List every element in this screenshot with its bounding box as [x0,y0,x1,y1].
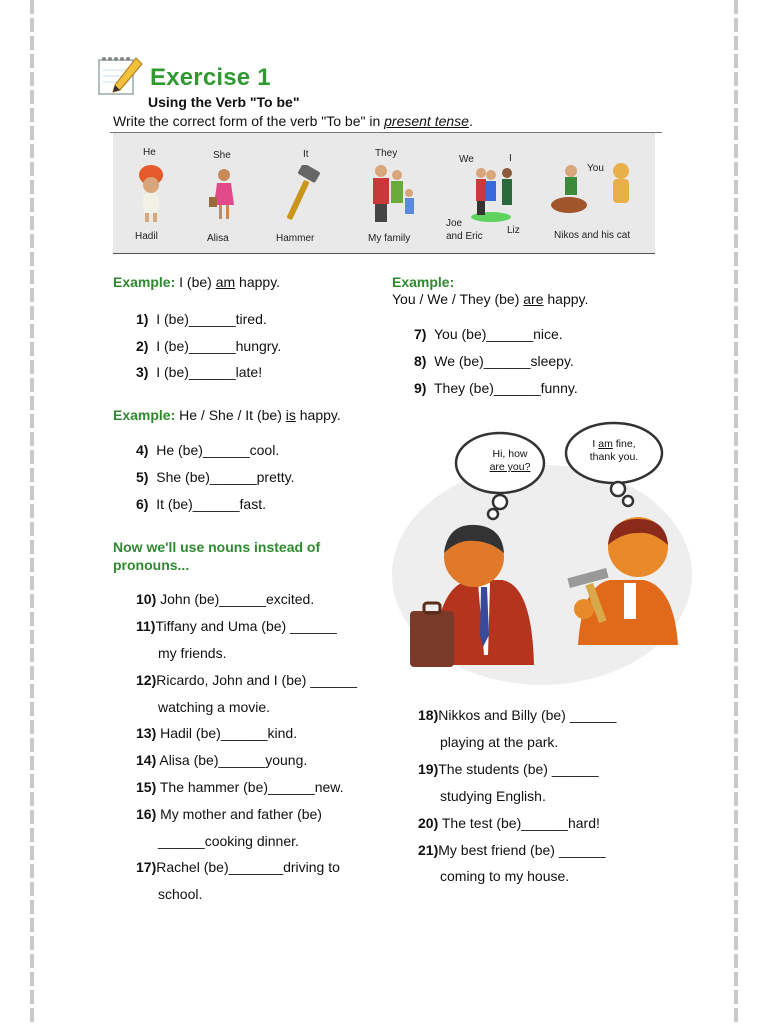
label-she: She [213,150,231,161]
notepad-pencil-icon [96,54,144,98]
page-border-right [734,0,738,1024]
question-16: 16) My mother and father (be) [136,806,322,822]
question-3: 3) I (be)______late! [136,364,263,380]
question-9: 9) They (be)______funny. [414,380,578,396]
name-liz: Liz [507,225,520,236]
page-border-left [30,0,34,1024]
question-8: 8) We (be)______sleepy. [414,353,574,369]
name-nikos-and-his-cat: Nikos and his cat [554,230,631,241]
label-i: I [509,153,512,164]
page-title: Exercise 1 [150,64,271,91]
question-1: 1) I (be)______tired. [136,311,267,327]
question-7: 7) You (be)______nice. [414,326,563,342]
question-17-cont: school. [158,886,203,902]
question-11: 11)Tiffany and Uma (be) ______ [136,618,337,634]
name-hadil: Hadil [135,231,158,242]
question-6: 6) It (be)______fast. [136,496,266,512]
question-5: 5) She (be)______pretty. [136,469,295,485]
name-my-family: My family [368,233,411,244]
girl-illustration [209,167,239,223]
question-10: 10) John (be)______excited. [136,591,315,607]
question-4: 4) He (be)______cool. [136,442,280,458]
example-3-label: Example: [392,274,455,290]
question-13: 13) Hadil (be)______kind. [136,725,298,741]
name-and-eric: and Eric [446,231,483,242]
example-3: You / We / They (be) are happy. [392,291,589,307]
name-hammer: Hammer [276,233,315,244]
family-illustration [369,163,419,223]
question-2: 2) I (be)______hungry. [136,338,282,354]
pronoun-picture-strip [113,133,655,254]
name-alisa: Alisa [207,233,229,244]
man-with-cat-illustration [549,161,639,221]
label-we: We [459,154,474,165]
friends-illustration [469,165,519,223]
question-18-cont: playing at the park. [440,734,559,750]
bubble-right-text: I am fine, thank you. [589,438,639,463]
bubble-left-text: Hi, how are you? [489,448,531,473]
label-you: You [587,163,604,174]
question-11-cont: my friends. [158,645,227,661]
label-it: It [303,149,309,160]
question-19: 19)The students (be) ______ [418,761,599,777]
instructions: Write the correct form of the verb "To be" in present tense. [113,113,473,129]
question-20: 20) The test (be)______hard! [418,815,600,831]
question-14: 14) Alisa (be)______young. [136,752,308,768]
question-12-cont: watching a movie. [158,699,271,715]
question-12: 12)Ricardo, John and I (be) ______ [136,672,358,688]
question-18: 18)Nikkos and Billy (be) ______ [418,707,617,723]
question-17: 17)Rachel (be)_______driving to [136,859,340,875]
hammer-illustration [283,165,323,223]
page-subtitle: Using the Verb "To be" [148,94,300,110]
question-15: 15) The hammer (be)______new. [136,779,344,795]
example-1: Example: I (be) am happy. [113,274,281,290]
nouns-heading: Now we'll use nouns instead of pronouns... [113,539,321,573]
name-joe: Joe [446,218,463,229]
question-19-cont: studying English. [440,788,546,804]
label-he: He [143,147,156,158]
example-2: Example: He / She / It (be) is happy. [113,407,341,423]
question-21: 21)My best friend (be) ______ [418,842,606,858]
question-16-cont: ______cooking dinner. [158,833,299,849]
label-they: They [375,148,398,159]
boy-turban-illustration [133,163,169,223]
question-21-cont: coming to my house. [440,868,570,884]
